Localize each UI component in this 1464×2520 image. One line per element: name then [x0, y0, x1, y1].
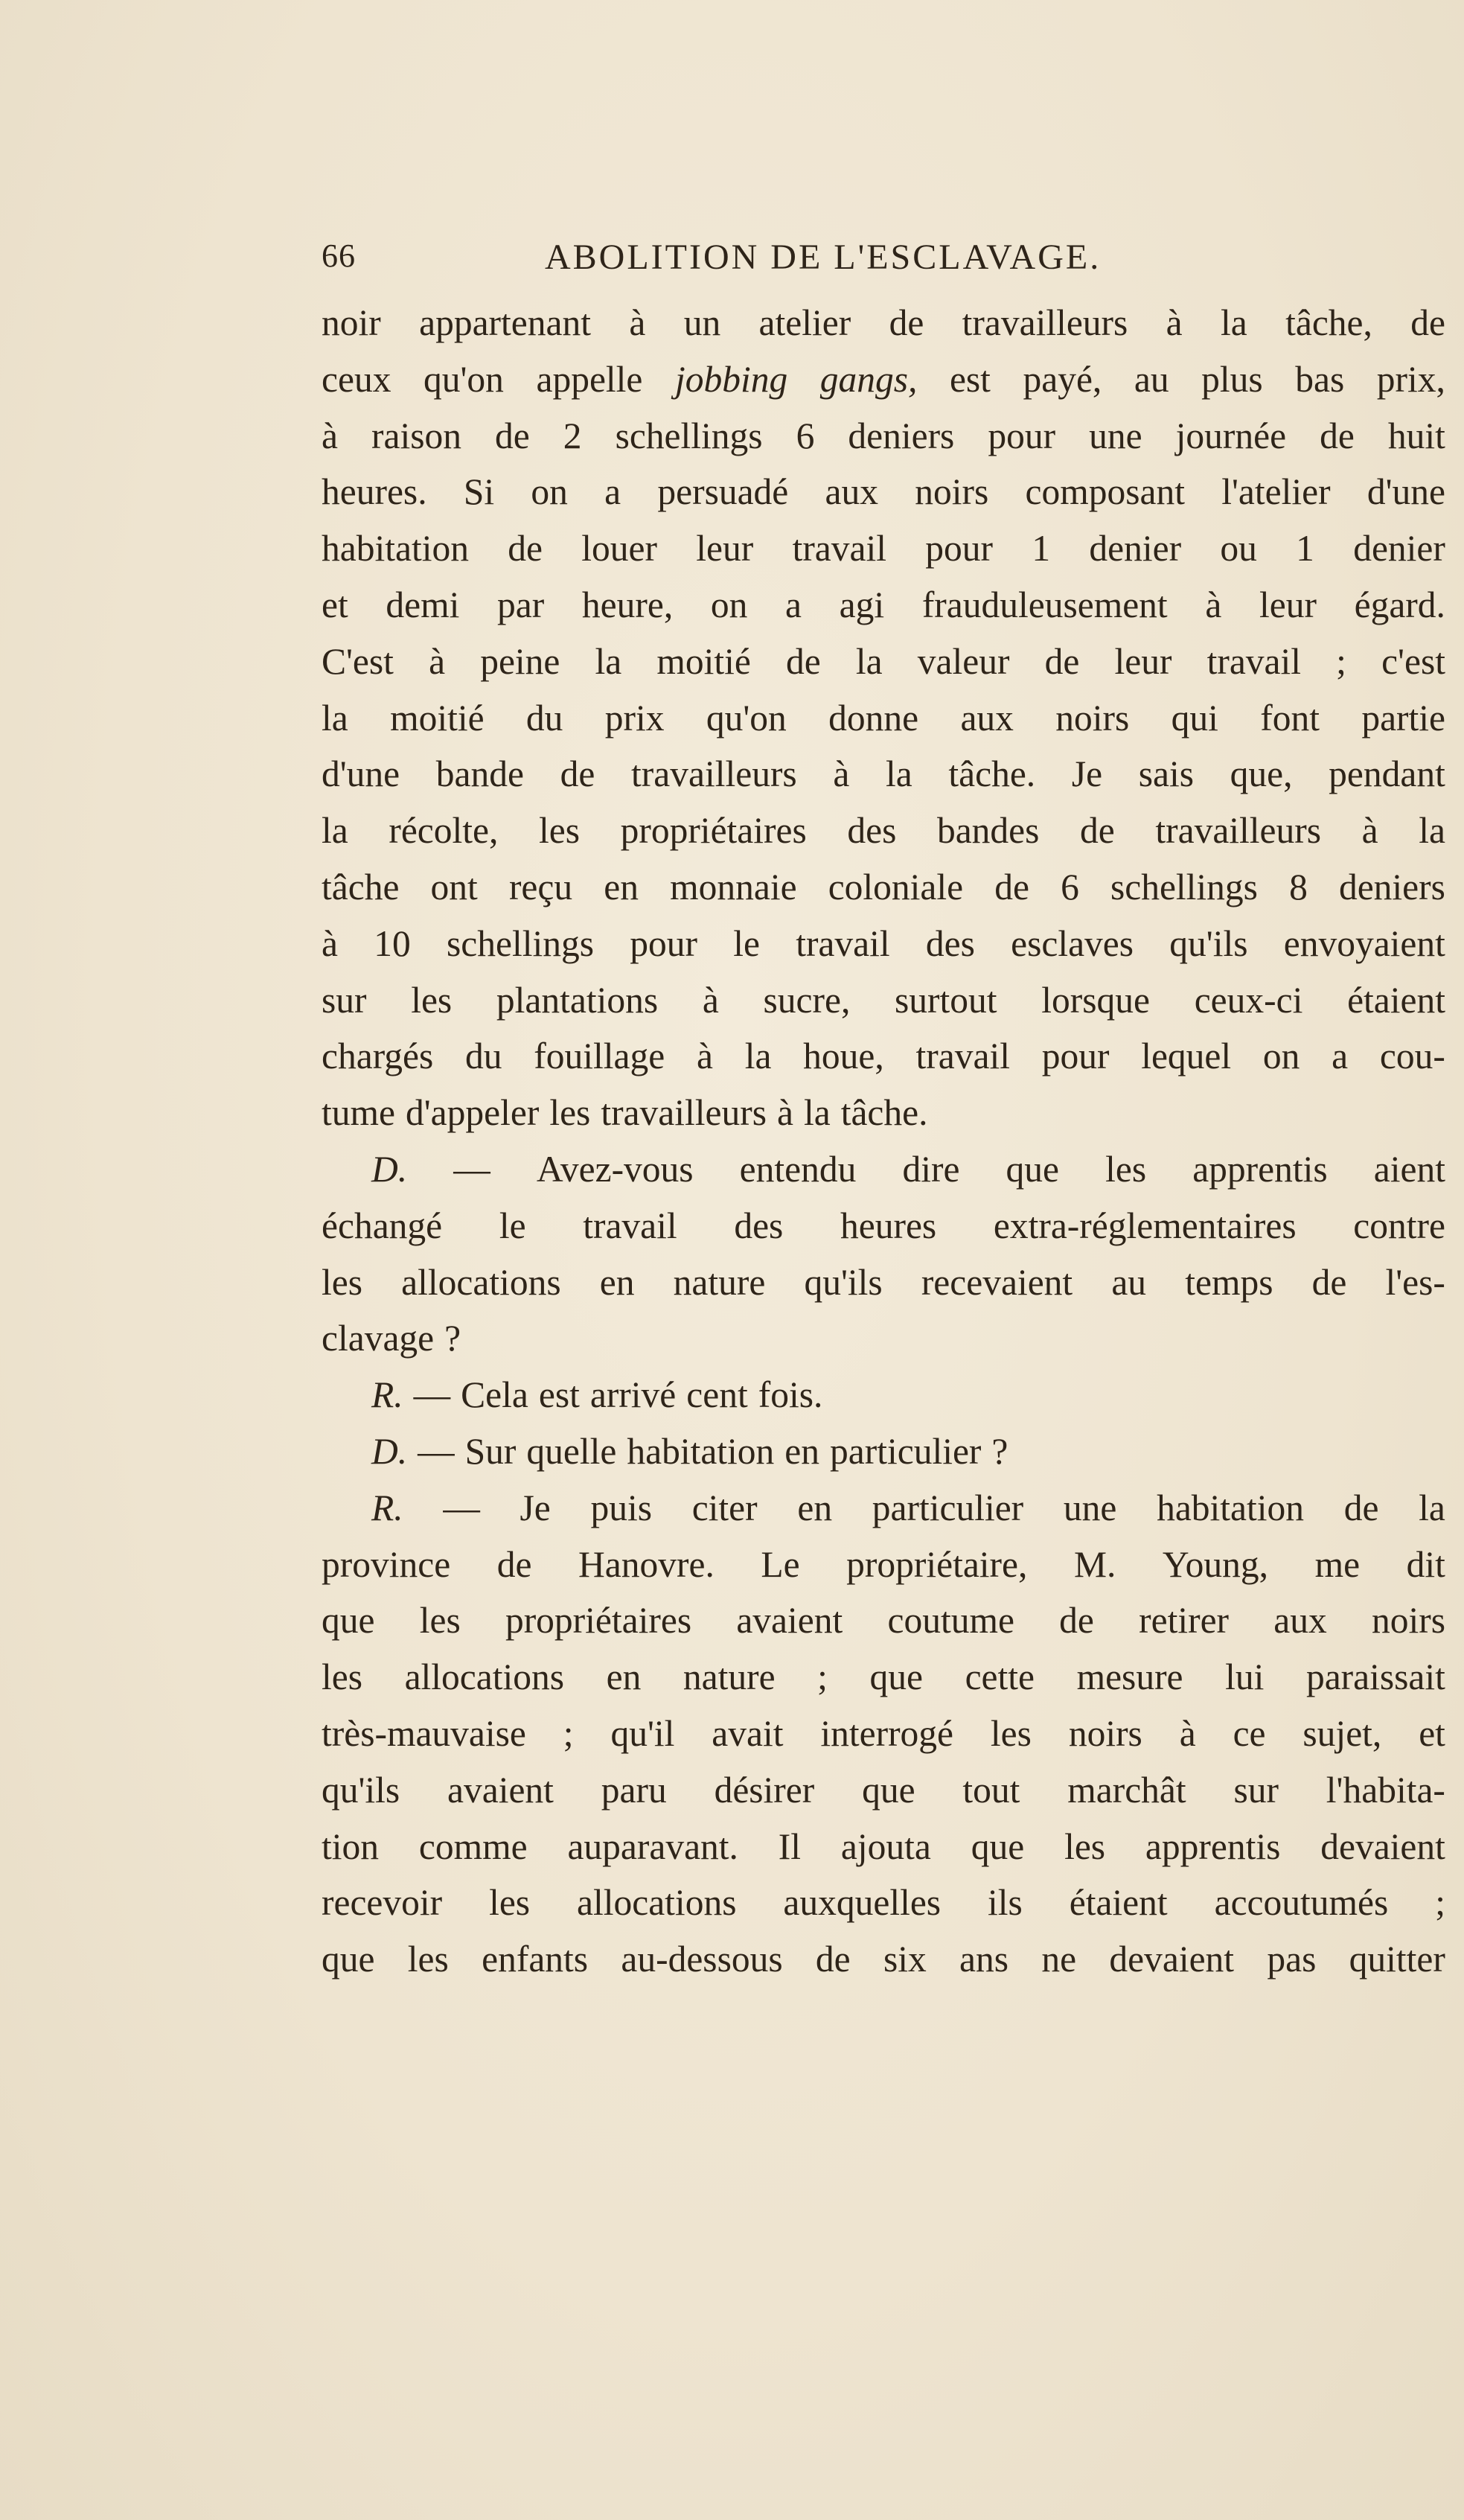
text-line: très-mauvaise ; qu'il avait interrogé les noirs à ce sujet, et	[322, 1712, 1445, 1754]
text-line: les allocations en nature qu'ils recevaient au temps de l'es-	[322, 1261, 1445, 1303]
text-line: la moitié du prix qu'on donne aux noirs qui font partie	[322, 697, 1445, 739]
text-line: tâche ont reçu en monnaie coloniale de 6 schellings 8 deniers	[322, 866, 1445, 907]
text-line: R. — Cela est arrivé cent fois.	[371, 1374, 823, 1416]
text-line: ceux qu'on appelle jobbing gangs, est payé, au plus bas prix,	[322, 358, 1445, 400]
page-header	[322, 237, 1215, 281]
text-line: sur les plantations à sucre, surtout lorsque ceux-ci étaient	[322, 979, 1445, 1021]
text-line: clavage ?	[322, 1318, 461, 1359]
text-line: et demi par heure, on a agi frauduleusement à leur égard.	[322, 584, 1445, 625]
text-line: D. — Sur quelle habitation en particulier ?	[371, 1430, 1009, 1472]
text-line: C'est à peine la moitié de la valeur de leur travail ; c'est	[322, 640, 1445, 682]
text-line: à 10 schellings pour le travail des esclaves qu'ils envoyaient	[322, 922, 1445, 964]
text-line: échangé le travail des heures extra-réglementaires contre	[322, 1205, 1445, 1246]
text-line: province de Hanovre. Le propriétaire, M. Young, me dit	[322, 1543, 1445, 1585]
text-line: d'une bande de travailleurs à la tâche. Je sais que, pendant	[322, 753, 1445, 795]
text-line: que les enfants au-dessous de six ans ne devaient pas quitter	[322, 1939, 1445, 1980]
body-text	[322, 295, 1445, 1988]
text-line: heures. Si on a persuadé aux noirs composant l'atelier d'une	[322, 471, 1445, 513]
text-line: habitation de louer leur travail pour 1 denier ou 1 denier	[322, 528, 1445, 570]
text-line: à raison de 2 schellings 6 deniers pour une journée de huit	[322, 415, 1445, 456]
text-line: R. — Je puis citer en particulier une habitation de la	[371, 1487, 1445, 1528]
text-line: noir appartenant à un atelier de travailleurs à la tâche, de	[322, 302, 1445, 343]
text-line: qu'ils avaient paru désirer que tout marchât sur l'habita-	[322, 1769, 1445, 1811]
running-title: ABOLITION DE L'ESCLAVAGE.	[545, 237, 1102, 277]
text-line: tion comme auparavant. Il ajouta que les apprentis devaient	[322, 1825, 1445, 1867]
text-line: tume d'appeler les travailleurs à la tâche.	[322, 1092, 928, 1134]
text-line: recevoir les allocations auxquelles ils étaient accoutumés ;	[322, 1882, 1445, 1924]
text-line: les allocations en nature ; que cette mesure lui paraissait	[322, 1656, 1445, 1698]
text-line: D. — Avez-vous entendu dire que les apprentis aient	[371, 1148, 1445, 1190]
text-line: que les propriétaires avaient coutume de retirer aux noirs	[322, 1600, 1445, 1642]
page-number: 66	[322, 237, 356, 274]
text-line: chargés du fouillage à la houe, travail pour lequel on a cou-	[322, 1036, 1445, 1077]
text-line: la récolte, les propriétaires des bandes de travailleurs à la	[322, 810, 1445, 852]
